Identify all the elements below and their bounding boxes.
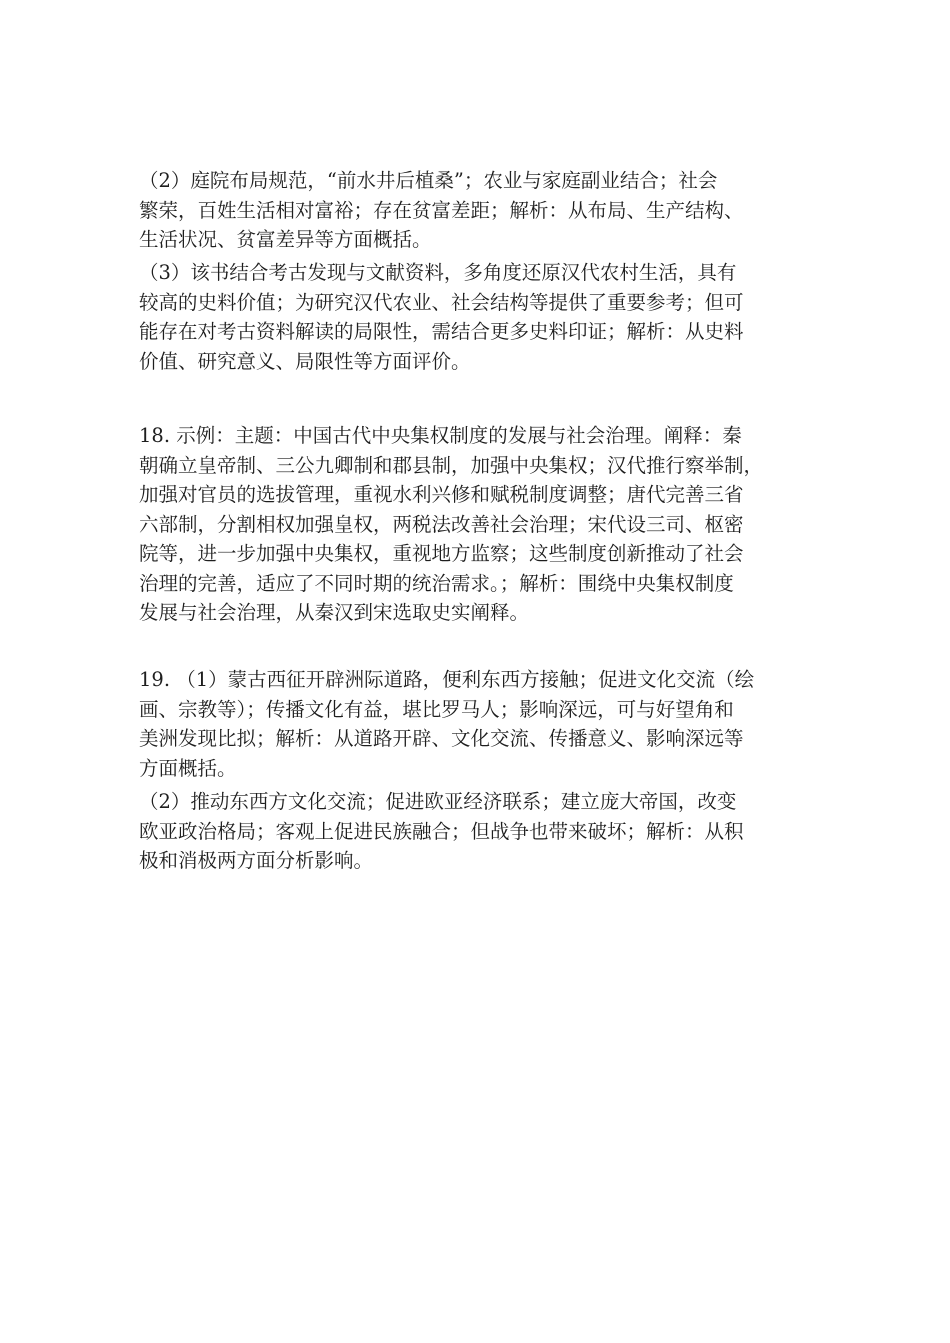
text-line: 极和消极两方面分析影响。: [139, 849, 374, 872]
answer-17-part-2: [139, 166, 819, 255]
text-line: 欧亚政治格局；客观上促进民族融合；但战争也带来破坏；解析：从积: [139, 819, 744, 843]
text-line: 18. 示例：主题：中国古代中央集权制度的发展与社会治理。阐释：秦: [139, 424, 742, 447]
answer-19-part-2: [139, 787, 819, 876]
text-line: 加强对官员的选拔管理，重视水利兴修和赋税制度调整；唐代完善三省: [139, 483, 744, 506]
text-line: 六部制，分割相权加强皇权，两税法改善社会治理；宋代设三司、枢密: [139, 512, 744, 536]
text-line: 方面概括。: [139, 756, 237, 780]
text-line: （2）推动东西方文化交流；促进欧亚经济联系；建立庞大帝国，改变: [139, 790, 737, 813]
text-line: 治理的完善，适应了不同时期的统治需求。；解析：围绕中央集权制度: [139, 571, 734, 595]
text-line: 美洲发现比拟；解析：从道路开辟、文化交流、传播意义、影响深远等: [139, 727, 744, 750]
text-line: 生活状况、贫富差异等方面概括。: [139, 228, 432, 251]
text-line: 画、宗教等）；传播文化有益，堪比罗马人；影响深远，可与好望角和: [139, 697, 734, 721]
answer-19-part-1: [139, 665, 819, 783]
text-line: 较高的史料价值；为研究汉代农业、社会结构等提供了重要参考；但可: [139, 290, 744, 314]
answer-17-part-3: [139, 258, 819, 376]
text-line: 院等，进一步加强中央集权，重视地方监察；这些制度创新推动了社会: [139, 542, 744, 565]
answer-18: [139, 421, 819, 628]
text-line: 发展与社会治理，从秦汉到宋选取史实阐释。: [139, 601, 530, 624]
text-line: 朝确立皇帝制、三公九卿制和郡县制，加强中央集权；汉代推行察举制，: [139, 453, 764, 477]
text-line: 价值、研究意义、局限性等方面评价。: [139, 349, 471, 373]
text-line: （3）该书结合考古发现与文献资料，多角度还原汉代农村生活，具有: [139, 261, 737, 284]
text-line: 能存在对考古资料解读的局限性，需结合更多史料印证；解析：从史料: [139, 320, 744, 343]
text-line: 19. （1）蒙古西征开辟洲际道路，便利东西方接触；促进文化交流（绘: [139, 668, 755, 691]
text-line: 繁荣，百姓生活相对富裕；存在贫富差距；解析：从布局、生产结构、: [139, 198, 744, 222]
text-line: （2）庭院布局规范，“前水井后植桑”；农业与家庭副业结合；社会: [139, 169, 718, 192]
